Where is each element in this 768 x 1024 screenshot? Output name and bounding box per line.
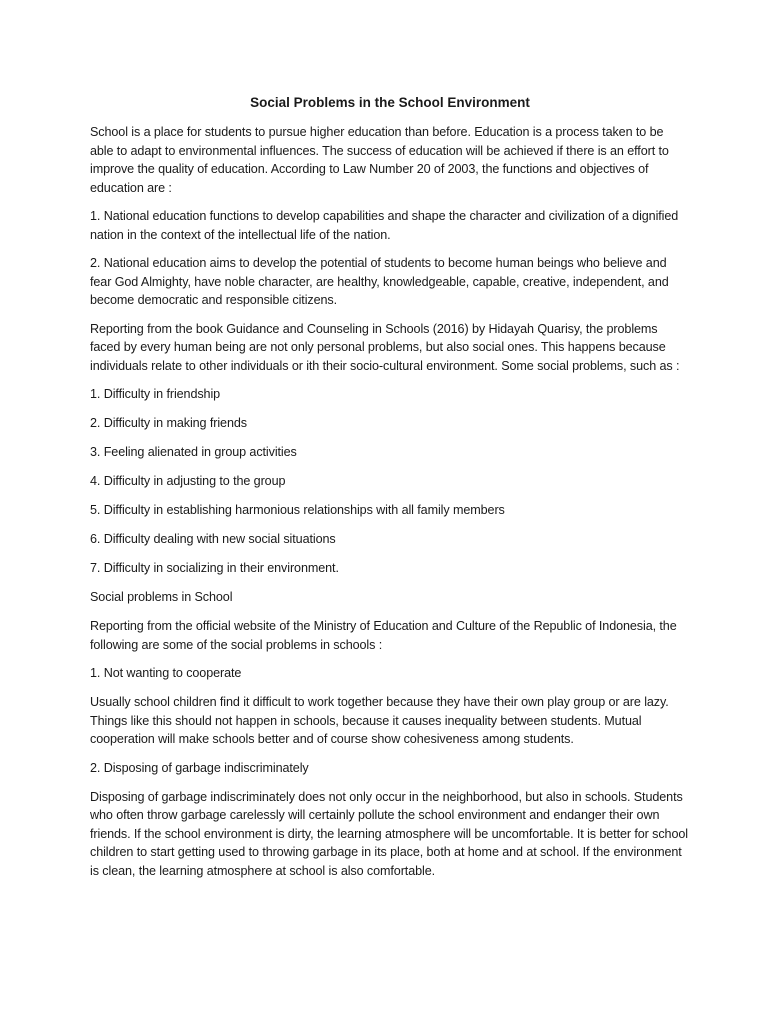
list-item: 4. Difficulty in adjusting to the group — [90, 474, 286, 488]
list-item: 6. Difficulty dealing with new social situations — [90, 532, 336, 546]
list-item: 5. Difficulty in establishing harmonious relationships with all family members — [90, 503, 505, 517]
section-heading: Social problems in School — [90, 590, 233, 604]
education-function-paragraph: 1. National education functions to develop capabilities and shape the character and civilization of a dignified nation in the context of the intellectual life of the nation. — [90, 209, 679, 242]
document-title: Social Problems in the School Environment — [250, 95, 530, 110]
list-item: 7. Difficulty in socializing in their environment. — [90, 561, 339, 575]
list-item: 1. Difficulty in friendship — [90, 387, 221, 401]
list-item: 2. Difficulty in making friends — [90, 416, 247, 430]
problem-1-paragraph: Usually school children find it difficult to work together because they have their own play group or are lazy. Things like this should not happen in schools, because it causes inequality between students. Mutual cooperation will make schools better and of course show cohesiveness among students. — [90, 695, 669, 746]
document-page — [90, 94, 690, 890]
section-intro-paragraph: Reporting from the official website of the Ministry of Education and Culture of the Republic of Indonesia, the following are some of the social problems in schools : — [90, 619, 677, 652]
problem-2-paragraph: Disposing of garbage indiscriminately does not only occur in the neighborhood, but also in schools. Students who often throw garbage carelessly will certainly pollute the school environment and endanger their own friends. If the school environment is dirty, the learning atmosphere will be uncomfortable. It is better for school children to start getting used to throwing garbage in its place, both at home and at school. If the environment is clean, the learning atmosphere at school is also comfortable. — [90, 789, 688, 878]
intro-paragraph: School is a place for students to pursue higher education than before. Education is a process taken to be able to adapt to environmental influences. The success of education will be achieved if there is an effort to improve the quality of education. According to Law Number 20 of 2003, the functions and objectives of education are : — [90, 125, 669, 195]
problem-2-heading: 2. Disposing of garbage indiscriminately — [90, 760, 309, 775]
education-aim-paragraph: 2. National education aims to develop the potential of students to become human beings who believe and fear God Almighty, have noble character, are healthy, knowledgeable, capable, creative, independent, and become democratic and responsible citizens. — [90, 256, 669, 307]
problem-1-heading: 1. Not wanting to cooperate — [90, 666, 242, 680]
reporting-paragraph: Reporting from the book Guidance and Counseling in Schools (2016) by Hidayah Quarisy, the problems faced by every human being are not only personal problems, but also social ones. This happens because individuals relate to other individuals or ith their socio-cultural environment. Some social problems, such as : — [90, 321, 680, 373]
list-item: 3. Feeling alienated in group activities — [90, 445, 297, 459]
